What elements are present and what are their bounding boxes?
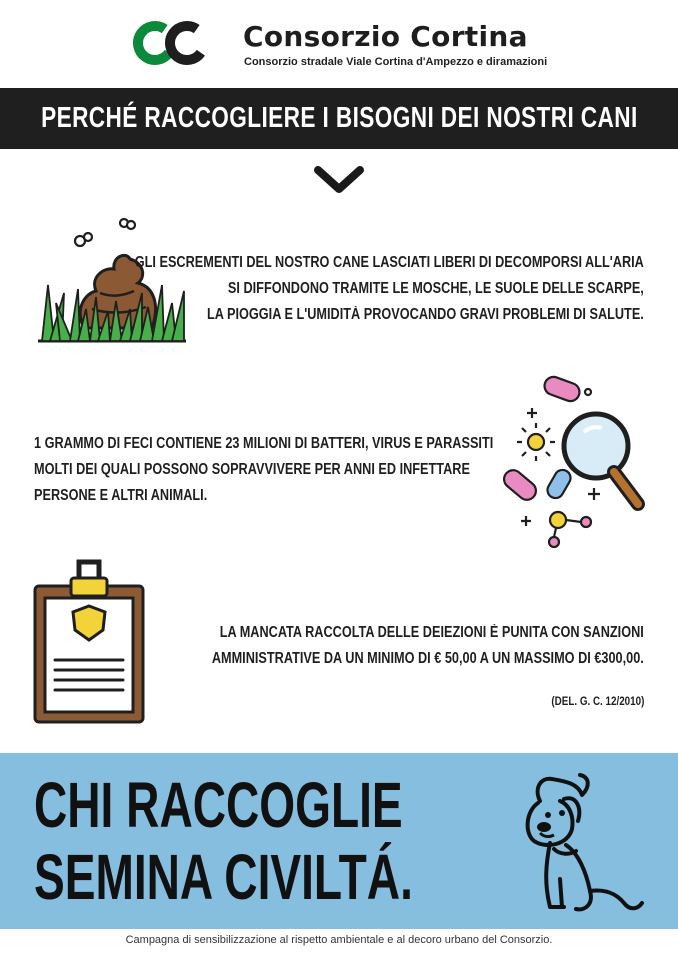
title-bar xyxy=(0,88,678,149)
section-3-text xyxy=(117,620,644,672)
section-1-line-1: GLI ESCREMENTI DEL NOSTRO CANE LASCIATI LIBERI DI DECOMPORSI ALL'ARIA xyxy=(134,254,644,271)
page-title: PERCHÉ RACCOGLIERE I BISOGNI DEI NOSTRI CANI xyxy=(40,102,638,134)
sitting-dog-icon xyxy=(520,771,646,921)
section-1-line-2: SI DIFFONDONO TRAMITE LE MOSCHE, LE SUOLE DELLE SCARPE, xyxy=(228,280,645,297)
brand-name: Consorzio Cortina xyxy=(243,20,528,53)
header xyxy=(0,0,678,88)
footer-text: Campagna di sensibilizzazione al rispetto ambientale e al decoro urbano del Consorzio. xyxy=(125,934,553,946)
section-3-line-1: LA MANCATA RACCOLTA DELLE DEIEZIONI È PUNITA CON SANZIONI xyxy=(219,624,644,641)
legal-reference: (DEL. G. C. 12/2010) xyxy=(551,694,644,708)
chevron-down-icon xyxy=(312,165,366,195)
consorzio-cortina-logo-icon xyxy=(132,20,212,66)
section-2-line-1: 1 GRAMMO DI FECI CONTIENE 23 MILIONI DI BATTERI, VIRUS E PARASSITI xyxy=(34,435,494,452)
slogan xyxy=(34,769,413,913)
slogan-line-2: SEMINA CIVILTÁ. xyxy=(34,841,413,913)
section-1-line-3: LA PIOGGIA E L'UMIDITÀ PROVOCANDO GRAVI PROBLEMI DI SALUTE. xyxy=(207,306,644,323)
section-3-line-2: AMMINISTRATIVE DA UN MINIMO DI € 50,00 A UN MASSIMO DI €300,00. xyxy=(212,650,644,667)
section-2-line-3: PERSONE E ALTRI ANIMALI. xyxy=(34,487,208,504)
slogan-line-1: CHI RACCOGLIE xyxy=(34,769,403,841)
section-1-text xyxy=(23,250,644,328)
brand-subtitle: Consorzio stradale Viale Cortina d'Ampezzo e diramazioni xyxy=(244,56,548,68)
section-2-line-2: MOLTI DEI QUALI POSSONO SOPRAVVIVERE PER ANNI ED INFETTARE xyxy=(34,461,470,478)
bacteria-magnifier-icon xyxy=(496,372,646,557)
